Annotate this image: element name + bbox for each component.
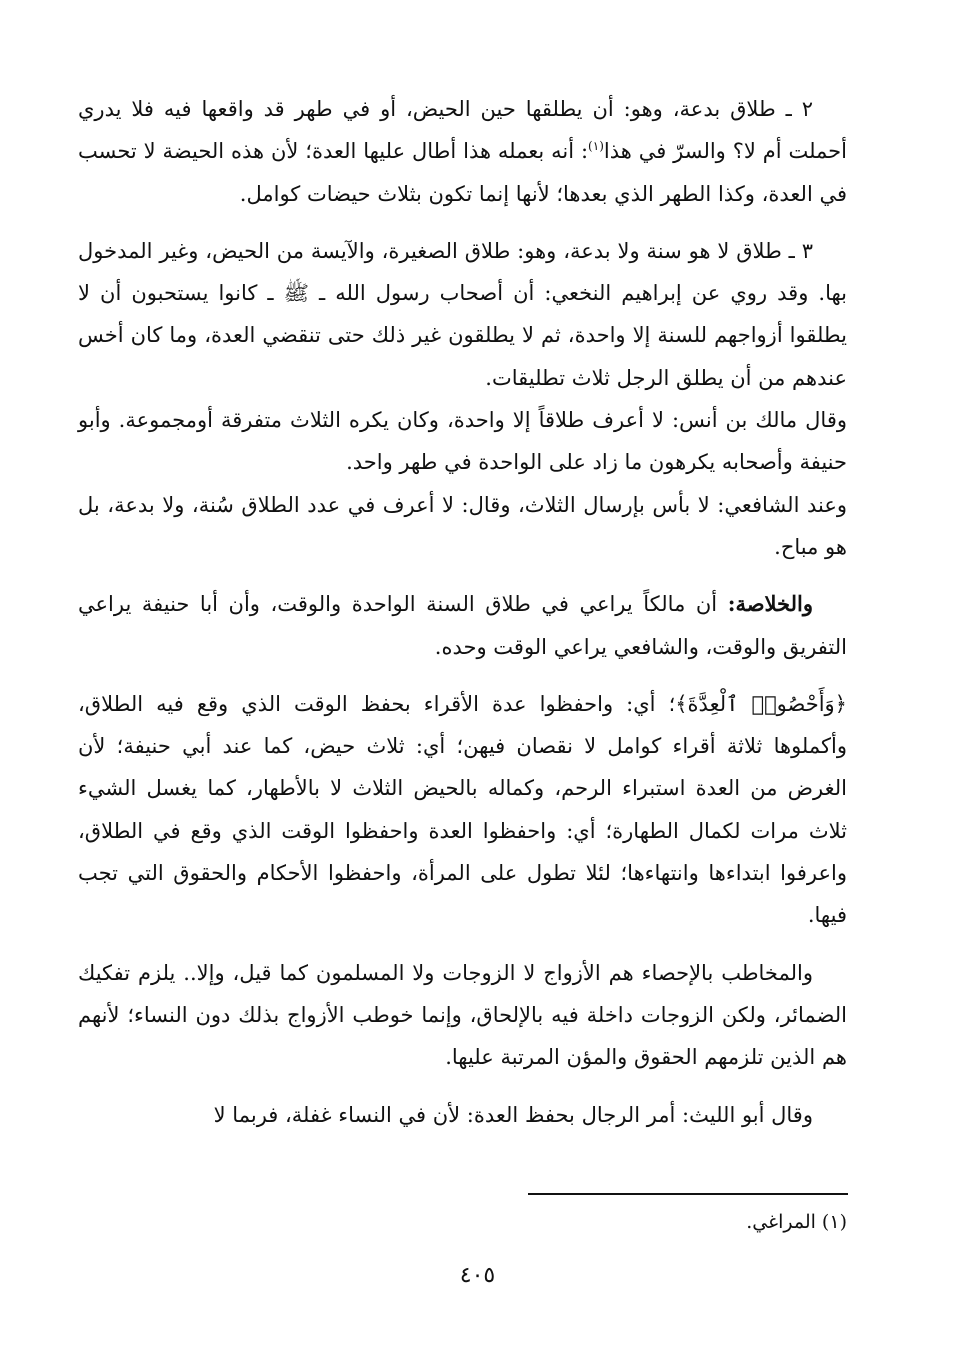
footnote: (١) المراغي. — [746, 1211, 847, 1233]
paragraph-text: أن مالكاً يراعي في طلاق السنة الواحدة والوقت، وأن أبا حنيفة يراعي التفريق والوقت، والشافعي يراعي الوقت وحده. — [78, 592, 847, 659]
page-body — [78, 88, 847, 1136]
footnote-separator — [528, 1193, 848, 1195]
paragraph-neither-divorce: ٣ ـ طلاق لا هو سنة ولا بدعة، وهو: طلاق الصغيرة، والآيسة من الحيض، وغير المدخول بها. وقد روي عن إبراهيم النخعي: أن أصحاب رسول الله ـ ﷺ ـ كانوا يستحبون أن لا يطلقوا أزواجهم للسنة إلا واحدة، ثم لا يطلقون غير ذلك حتى تنقضي العدة، وما كان أخس عندهم من أن يطلق الرجل ثلاث تطليقات. — [78, 238, 847, 390]
paragraph-malik: وقال مالك بن أنس: لا أعرف طلاقاً إلا واحدة، وكان يكره الثلاث متفرقة أومجموعة. وأبو حنيفة وأصحابه يكرهون ما زاد على الواحدة في طهر واحد. — [78, 408, 847, 475]
paragraph-bida-divorce — [78, 88, 847, 215]
summary-heading: والخلاصة: — [727, 591, 813, 617]
paragraph-text: : أنه بعمله هذا أطال عليها العدة؛ لأن هذه الحيضة لا تحسب في العدة، وكذا الطهر الذي بعدها؛ لأنها إنما تكون بثلاث حيضات كوامل. — [78, 139, 847, 206]
paragraph-quran-verse: ﴿وَأَحْصُوا۟ ٱلْعِدَّةَ﴾؛ أي: واحفظوا عدة الأقراء بحفظ الوقت الذي وقع فيه الطلاق، وأكملوها ثلاثة أقراء كوامل لا نقصان فيهن؛ أي: ثلاث حيض، كما عند أبي حنيفة؛ لأن الغرض من العدة استبراء الرحم، وكماله بالحيض الثلاث لا بالأطهار، كما يغسل الشيء ثلاث مرات لكمال الطهارة؛ أي: واحفظوا العدة واحفظوا الوقت الذي وقع في الطلاق، واعرفوا ابتداءها وانتهاءها؛ لئلا تطول على المرأة، واحفظوا الأحكام والحقوق التي تجب فيها. — [78, 691, 847, 928]
paragraph-addressee: والمخاطب بالإحصاء هم الأزواج لا الزوجات ولا المسلمون كما قيل، وإلا.. يلزم تفكيك الضمائر، ولكن الزوجات داخلة فيه بالإلحاق، وإنما خوطب الأزواج بذلك دون النساء؛ لأنهم هم الذين تلزمهم الحقوق والمؤن المرتبة عليها. — [78, 960, 847, 1070]
paragraph-summary — [78, 583, 847, 668]
paragraph-abu-laith: وقال أبو الليث: أمر الرجال بحفظ العدة: لأن في النساء غفلة، فربما لا — [213, 1102, 813, 1127]
footnote-marker[interactable]: (١) — [588, 139, 604, 154]
paragraph-text: ٢ ـ طلاق بدعة، وهو: أن يطلقها حين الحيض، أو في طهر قد واقعها فيه فلا يدري أحملت أم لا؟ والسرّ في هذا — [78, 97, 847, 164]
page-number: ٤٠٥ — [459, 1263, 496, 1288]
paragraph-shafii: وعند الشافعي: لا بأس بإرسال الثلاث، وقال: لا أعرف في عدد الطلاق سُنة، ولا بدعة، بل هو مباح. — [78, 492, 847, 559]
